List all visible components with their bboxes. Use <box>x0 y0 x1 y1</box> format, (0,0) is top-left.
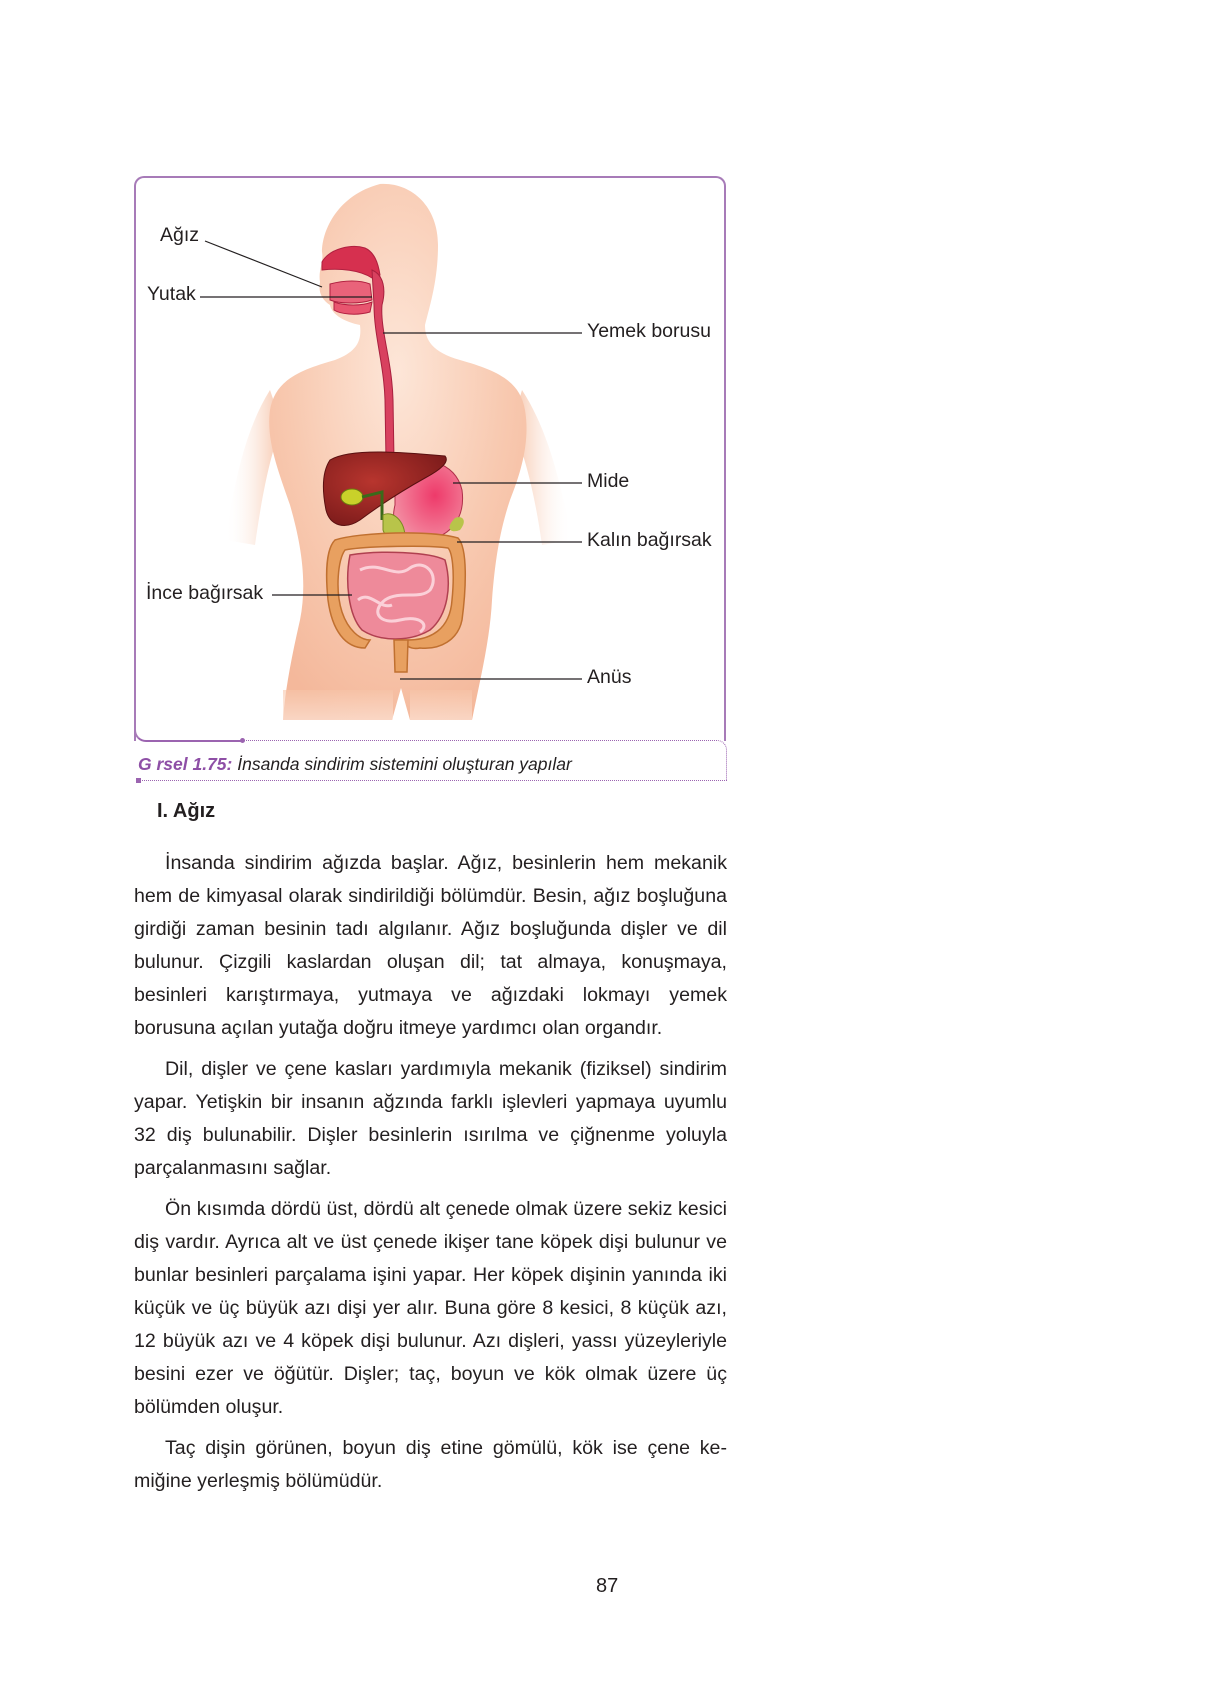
label-anus: Anüs <box>587 666 632 688</box>
caption-marker <box>136 778 141 783</box>
page-number: 87 <box>596 1575 619 1597</box>
paragraph: Dil, dişler ve çene kasları yardımıyla mekanik (fiziksel) sindirim yapar. Yetişkin bir insanın ağzında farklı işlevleri yapmaya uyumlu 32 diş bulunabilir. Dişler besinlerin ısırılma ve çiğnenme yoluyla parçalanmasını sağlar. <box>134 1058 727 1179</box>
digestive-system-diagram <box>0 0 1210 760</box>
label-esophagus: Yemek borusu <box>587 320 711 342</box>
caption-text: İnsanda sindirim sistemini oluşturan yapılar <box>232 754 572 774</box>
paragraph: Taç dişin görünen, boyun diş etine gömülü, kök ise çene kemiğine yerleşmiş bölümüdür. <box>134 1437 727 1492</box>
caption-divider <box>138 780 727 782</box>
section-heading: I. Ağız <box>157 800 216 822</box>
body-text <box>134 847 727 1506</box>
caption-label: G rsel 1.75: <box>138 754 233 774</box>
label-mouth: Ağız <box>160 224 200 246</box>
figure-caption <box>138 754 572 775</box>
label-large-intestine: Kalın bağırsak <box>587 529 712 551</box>
leader-mouth <box>205 241 322 287</box>
label-stomach: Mide <box>587 470 630 492</box>
paragraph: İnsanda sindirim ağızda başlar. Ağız, besinlerin hem mekanik hem de kimyasal olarak sindirildiği bölümdür. Besin, ağız boşluğuna girdiği zaman besinin tadı algılanır. Ağız boşluğunda dişler ve dil bulunur. Çizgili kaslardan oluşan dil; tat almaya, konuşmaya, besinleri karıştırmaya, yutmaya ve ağızdaki lokmayı yemek borusuna açılan yutağa doğru itmeye yardımcı olan organdır. <box>134 852 727 1039</box>
label-pharynx: Yutak <box>147 283 196 305</box>
paragraph: Ön kısımda dördü üst, dördü alt çenede olmak üzere sekiz kesici diş vardır. Ayrıca alt ve üst çenede ikişer tane köpek dişi bulunur ve bunlar besinleri parçalama işini yapar. Her köpek dişinin yanında iki küçük ve üç büyük azı dişi yer alır. Buna göre 8 kesici, 8 küçük azı, 12 büyük azı ve 4 köpek dişi bulunur. Azı dişleri, yassı yüzeyleriyle besini ezer ve öğütür. Dişler; taç, boyun ve kök olmak üzere üç bölümden oluşur. <box>134 1198 727 1418</box>
label-small-intestine: İnce bağırsak <box>146 582 264 604</box>
